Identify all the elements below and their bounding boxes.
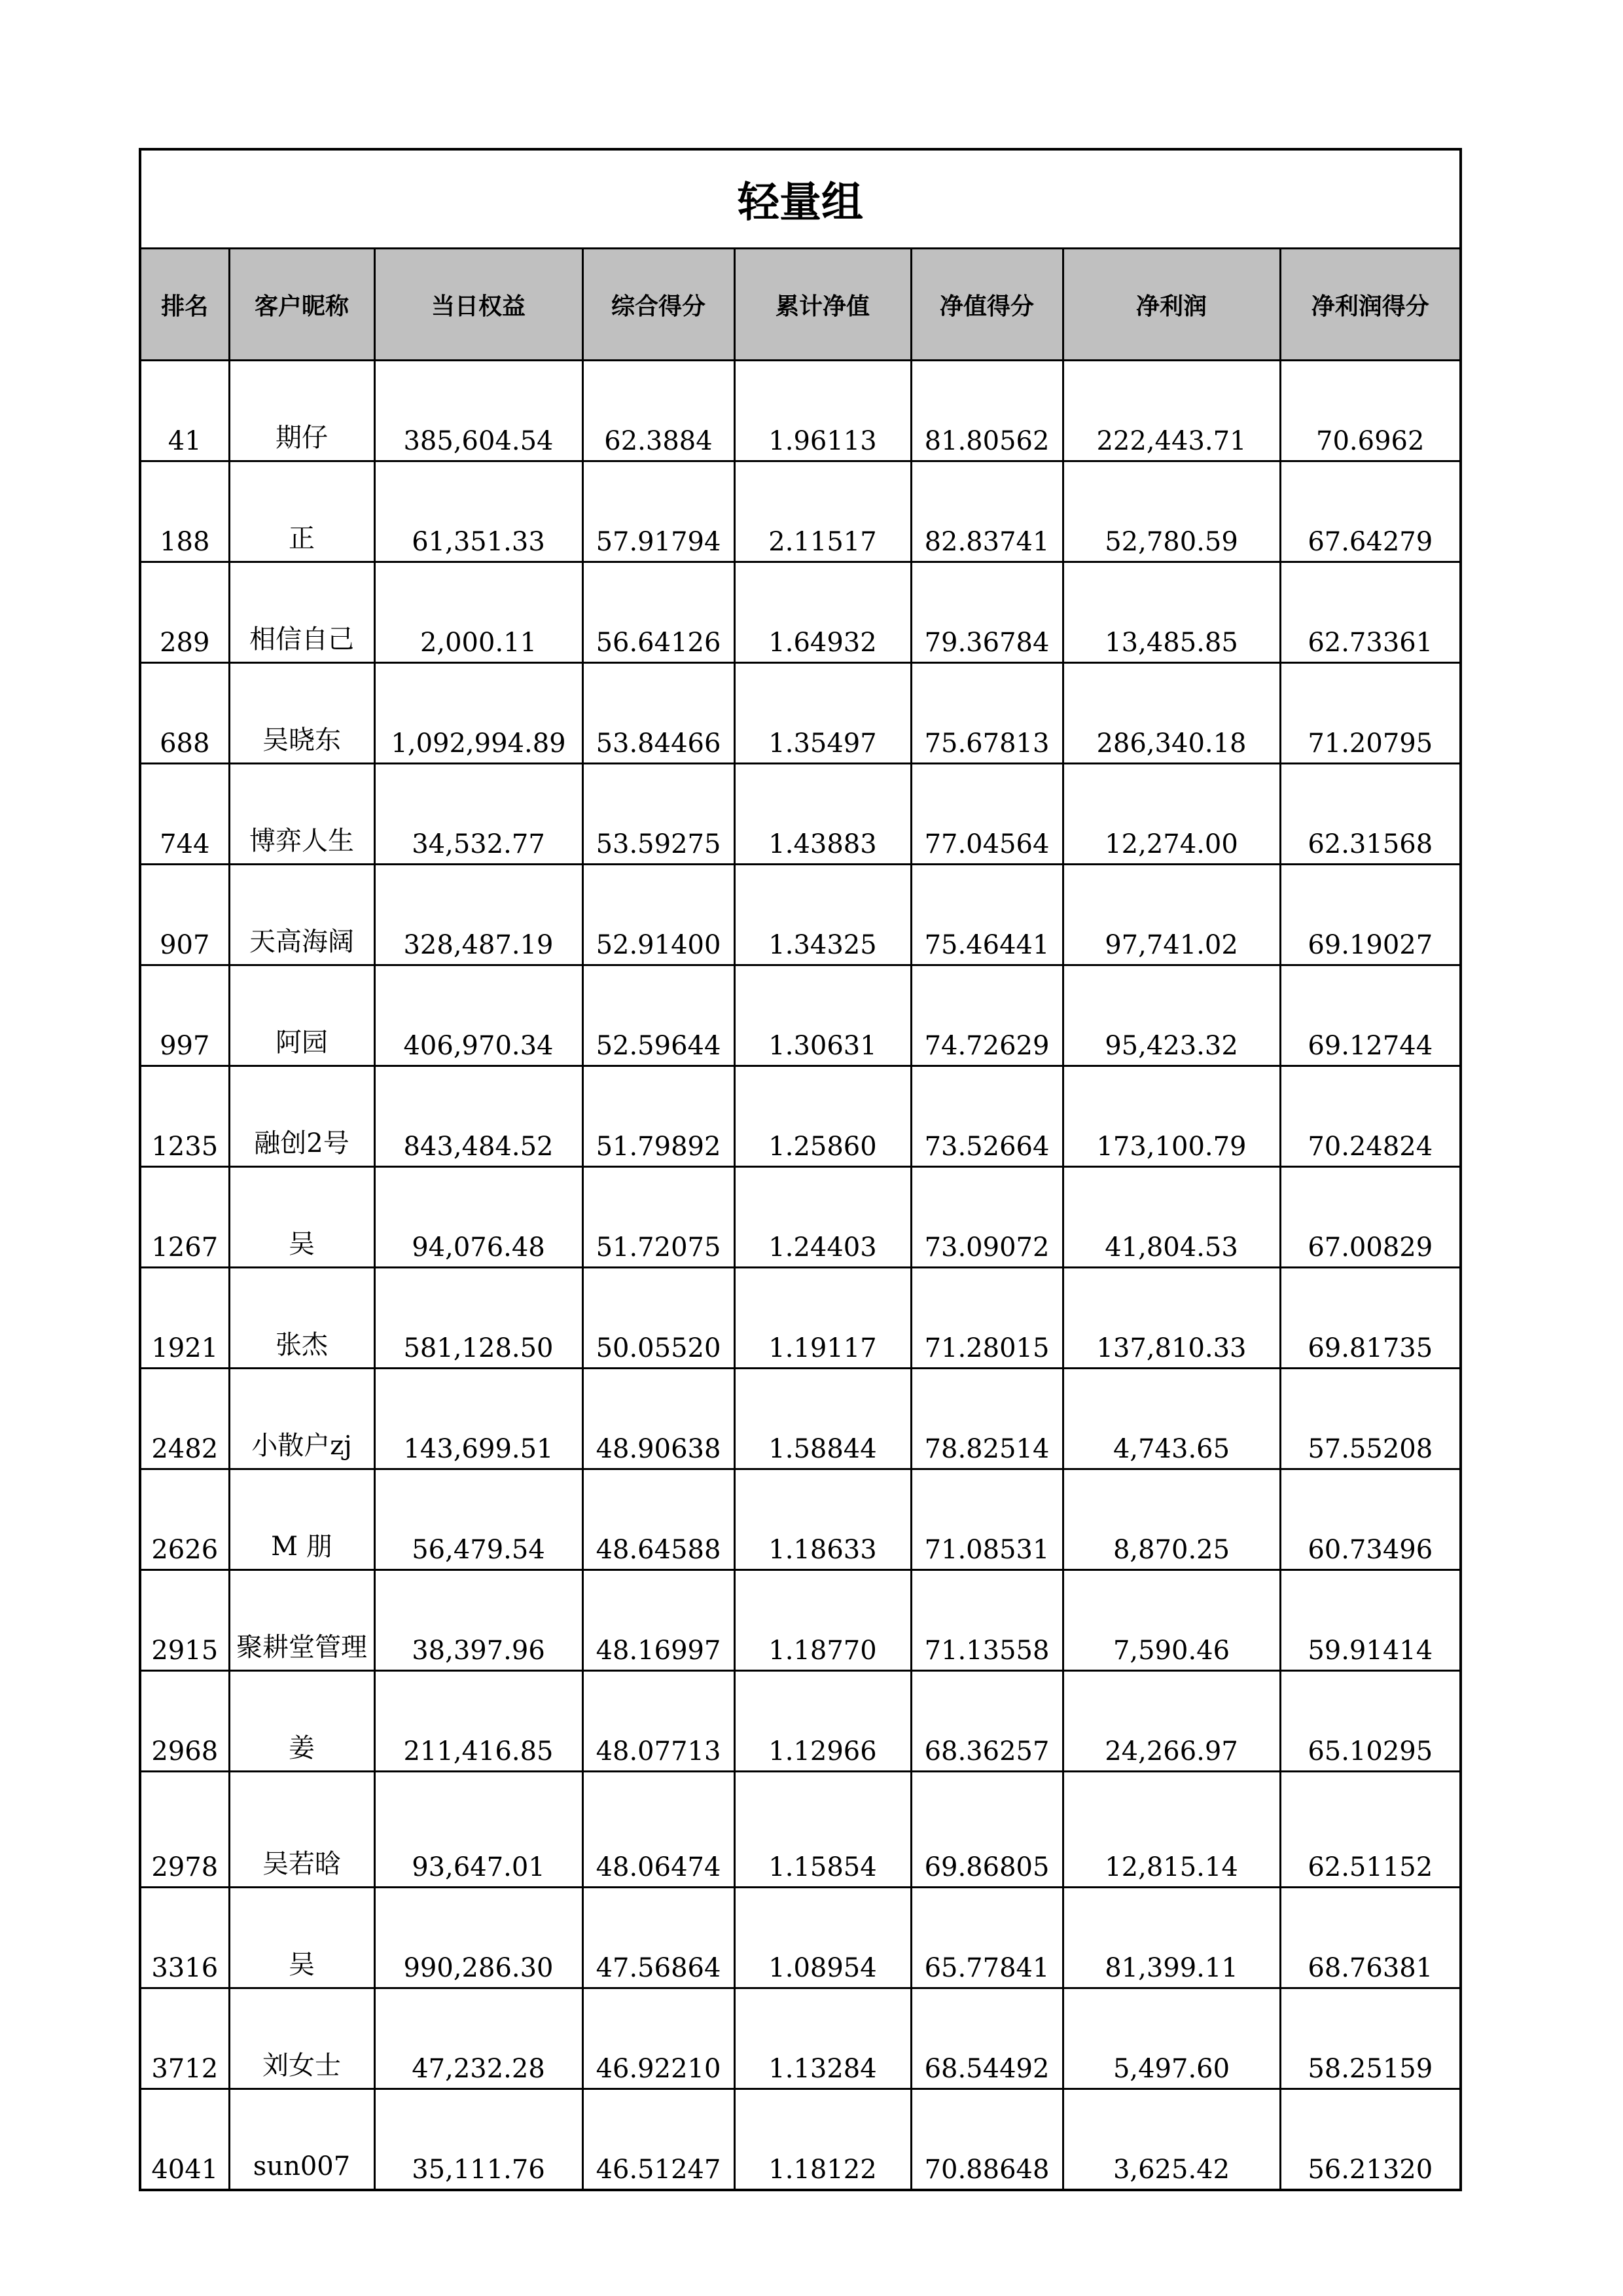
nav-score-cell: 79.36784	[911, 562, 1063, 663]
net-profit-score-cell: 67.64279	[1280, 461, 1461, 562]
table-row	[140, 965, 1461, 1066]
table-row	[140, 1570, 1461, 1671]
rank-cell: 1235	[140, 1066, 229, 1167]
net-profit-cell: 24,266.97	[1063, 1671, 1280, 1772]
table-row	[140, 1988, 1461, 2089]
table-row	[140, 1888, 1461, 1988]
net-profit-cell: 97,741.02	[1063, 865, 1280, 965]
net-profit-cell: 5,497.60	[1063, 1988, 1280, 2089]
nav-score-cell: 71.08531	[911, 1469, 1063, 1570]
total-score-cell: 57.91794	[582, 461, 734, 562]
ranking-table	[139, 148, 1462, 2191]
total-score-cell: 62.3884	[582, 361, 734, 461]
net-profit-score-cell: 62.51152	[1280, 1772, 1461, 1888]
nickname-cell: 吴	[229, 1888, 374, 1988]
rank-cell: 744	[140, 764, 229, 865]
cumulative-nav-cell: 1.34325	[734, 865, 911, 965]
header-rank: 排名	[140, 249, 229, 361]
rank-cell: 1267	[140, 1167, 229, 1268]
cumulative-nav-cell: 1.13284	[734, 1988, 911, 2089]
net-profit-cell: 13,485.85	[1063, 562, 1280, 663]
equity-cell: 38,397.96	[374, 1570, 582, 1671]
table-row	[140, 764, 1461, 865]
rank-cell: 3712	[140, 1988, 229, 2089]
nickname-cell: 张杰	[229, 1268, 374, 1369]
rank-cell: 2915	[140, 1570, 229, 1671]
total-score-cell: 48.16997	[582, 1570, 734, 1671]
nickname-cell: 小散户zj	[229, 1369, 374, 1469]
nav-score-cell: 73.52664	[911, 1066, 1063, 1167]
net-profit-score-cell: 70.6962	[1280, 361, 1461, 461]
nickname-cell: 期仔	[229, 361, 374, 461]
nickname-cell: M 朋	[229, 1469, 374, 1570]
nav-score-cell: 75.46441	[911, 865, 1063, 965]
rank-cell: 2626	[140, 1469, 229, 1570]
total-score-cell: 53.84466	[582, 663, 734, 764]
net-profit-score-cell: 65.10295	[1280, 1671, 1461, 1772]
nav-score-cell: 73.09072	[911, 1167, 1063, 1268]
equity-cell: 35,111.76	[374, 2089, 582, 2191]
equity-cell: 143,699.51	[374, 1369, 582, 1469]
cumulative-nav-cell: 1.35497	[734, 663, 911, 764]
net-profit-score-cell: 70.24824	[1280, 1066, 1461, 1167]
total-score-cell: 51.72075	[582, 1167, 734, 1268]
total-score-cell: 46.92210	[582, 1988, 734, 2089]
cumulative-nav-cell: 1.24403	[734, 1167, 911, 1268]
net-profit-cell: 4,743.65	[1063, 1369, 1280, 1469]
nickname-cell: 吴晓东	[229, 663, 374, 764]
net-profit-score-cell: 68.76381	[1280, 1888, 1461, 1988]
table-row	[140, 1167, 1461, 1268]
total-score-cell: 50.05520	[582, 1268, 734, 1369]
equity-cell: 2,000.11	[374, 562, 582, 663]
table-row	[140, 1066, 1461, 1167]
table-row	[140, 562, 1461, 663]
net-profit-cell: 41,804.53	[1063, 1167, 1280, 1268]
net-profit-cell: 52,780.59	[1063, 461, 1280, 562]
equity-cell: 93,647.01	[374, 1772, 582, 1888]
table-row	[140, 1268, 1461, 1369]
cumulative-nav-cell: 1.64932	[734, 562, 911, 663]
net-profit-cell: 12,274.00	[1063, 764, 1280, 865]
rank-cell: 907	[140, 865, 229, 965]
net-profit-cell: 81,399.11	[1063, 1888, 1280, 1988]
rank-cell: 2978	[140, 1772, 229, 1888]
net-profit-score-cell: 69.19027	[1280, 865, 1461, 965]
cumulative-nav-cell: 1.25860	[734, 1066, 911, 1167]
total-score-cell: 48.06474	[582, 1772, 734, 1888]
table-row	[140, 1772, 1461, 1888]
net-profit-cell: 95,423.32	[1063, 965, 1280, 1066]
net-profit-score-cell: 60.73496	[1280, 1469, 1461, 1570]
nav-score-cell: 68.54492	[911, 1988, 1063, 2089]
total-score-cell: 46.51247	[582, 2089, 734, 2191]
cumulative-nav-cell: 1.15854	[734, 1772, 911, 1888]
table-row	[140, 865, 1461, 965]
nickname-cell: 天高海阔	[229, 865, 374, 965]
total-score-cell: 56.64126	[582, 562, 734, 663]
total-score-cell: 51.79892	[582, 1066, 734, 1167]
header-total-score: 综合得分	[582, 249, 734, 361]
table-row	[140, 663, 1461, 764]
equity-cell: 581,128.50	[374, 1268, 582, 1369]
table-row	[140, 361, 1461, 461]
nav-score-cell: 77.04564	[911, 764, 1063, 865]
cumulative-nav-cell: 1.19117	[734, 1268, 911, 1369]
net-profit-cell: 12,815.14	[1063, 1772, 1280, 1888]
total-score-cell: 47.56864	[582, 1888, 734, 1988]
net-profit-score-cell: 62.31568	[1280, 764, 1461, 865]
header-nav-score: 净值得分	[911, 249, 1063, 361]
header-net-profit-score: 净利润得分	[1280, 249, 1461, 361]
rank-cell: 1921	[140, 1268, 229, 1369]
equity-cell: 34,532.77	[374, 764, 582, 865]
table-row	[140, 461, 1461, 562]
rank-cell: 289	[140, 562, 229, 663]
nickname-cell: 吴若晗	[229, 1772, 374, 1888]
nickname-cell: 阿园	[229, 965, 374, 1066]
nav-score-cell: 68.36257	[911, 1671, 1063, 1772]
total-score-cell: 52.59644	[582, 965, 734, 1066]
nickname-cell: 姜	[229, 1671, 374, 1772]
nickname-cell: 刘女士	[229, 1988, 374, 2089]
cumulative-nav-cell: 2.11517	[734, 461, 911, 562]
total-score-cell: 48.90638	[582, 1369, 734, 1469]
net-profit-cell: 286,340.18	[1063, 663, 1280, 764]
cumulative-nav-cell: 1.18770	[734, 1570, 911, 1671]
net-profit-cell: 173,100.79	[1063, 1066, 1280, 1167]
total-score-cell: 48.64588	[582, 1469, 734, 1570]
nickname-cell: 聚耕堂管理	[229, 1570, 374, 1671]
net-profit-cell: 137,810.33	[1063, 1268, 1280, 1369]
nav-score-cell: 75.67813	[911, 663, 1063, 764]
cumulative-nav-cell: 1.96113	[734, 361, 911, 461]
equity-cell: 211,416.85	[374, 1671, 582, 1772]
net-profit-score-cell: 62.73361	[1280, 562, 1461, 663]
total-score-cell: 52.91400	[582, 865, 734, 965]
cumulative-nav-cell: 1.12966	[734, 1671, 911, 1772]
rank-cell: 688	[140, 663, 229, 764]
nickname-cell: sun007	[229, 2089, 374, 2191]
net-profit-cell: 222,443.71	[1063, 361, 1280, 461]
net-profit-score-cell: 57.55208	[1280, 1369, 1461, 1469]
nav-score-cell: 70.88648	[911, 2089, 1063, 2191]
header-net-profit: 净利润	[1063, 249, 1280, 361]
net-profit-score-cell: 67.00829	[1280, 1167, 1461, 1268]
rank-cell: 188	[140, 461, 229, 562]
cumulative-nav-cell: 1.30631	[734, 965, 911, 1066]
nickname-cell: 相信自己	[229, 562, 374, 663]
nav-score-cell: 71.13558	[911, 1570, 1063, 1671]
net-profit-score-cell: 59.91414	[1280, 1570, 1461, 1671]
cumulative-nav-cell: 1.18633	[734, 1469, 911, 1570]
net-profit-score-cell: 58.25159	[1280, 1988, 1461, 2089]
nav-score-cell: 69.86805	[911, 1772, 1063, 1888]
net-profit-cell: 7,590.46	[1063, 1570, 1280, 1671]
rank-cell: 41	[140, 361, 229, 461]
cumulative-nav-cell: 1.58844	[734, 1369, 911, 1469]
equity-cell: 56,479.54	[374, 1469, 582, 1570]
nickname-cell: 融创2号	[229, 1066, 374, 1167]
net-profit-score-cell: 69.12744	[1280, 965, 1461, 1066]
header-equity: 当日权益	[374, 249, 582, 361]
net-profit-score-cell: 69.81735	[1280, 1268, 1461, 1369]
net-profit-cell: 8,870.25	[1063, 1469, 1280, 1570]
table-title: 轻量组	[140, 149, 1461, 249]
rank-cell: 4041	[140, 2089, 229, 2191]
rank-cell: 997	[140, 965, 229, 1066]
table-row	[140, 1369, 1461, 1469]
equity-cell: 47,232.28	[374, 1988, 582, 2089]
equity-cell: 385,604.54	[374, 361, 582, 461]
header-cumulative-nav: 累计净值	[734, 249, 911, 361]
rank-cell: 2968	[140, 1671, 229, 1772]
total-score-cell: 53.59275	[582, 764, 734, 865]
cumulative-nav-cell: 1.18122	[734, 2089, 911, 2191]
nickname-cell: 吴	[229, 1167, 374, 1268]
table-row	[140, 1469, 1461, 1570]
equity-cell: 843,484.52	[374, 1066, 582, 1167]
net-profit-score-cell: 56.21320	[1280, 2089, 1461, 2191]
nav-score-cell: 81.80562	[911, 361, 1063, 461]
equity-cell: 94,076.48	[374, 1167, 582, 1268]
nav-score-cell: 65.77841	[911, 1888, 1063, 1988]
table-row	[140, 2089, 1461, 2191]
net-profit-cell: 3,625.42	[1063, 2089, 1280, 2191]
equity-cell: 328,487.19	[374, 865, 582, 965]
cumulative-nav-cell: 1.43883	[734, 764, 911, 865]
table-row	[140, 1671, 1461, 1772]
nickname-cell: 正	[229, 461, 374, 562]
equity-cell: 406,970.34	[374, 965, 582, 1066]
column-header-row	[140, 249, 1461, 361]
total-score-cell: 48.07713	[582, 1671, 734, 1772]
nav-score-cell: 74.72629	[911, 965, 1063, 1066]
rank-cell: 3316	[140, 1888, 229, 1988]
net-profit-score-cell: 71.20795	[1280, 663, 1461, 764]
equity-cell: 61,351.33	[374, 461, 582, 562]
nickname-cell: 博弈人生	[229, 764, 374, 865]
nav-score-cell: 78.82514	[911, 1369, 1063, 1469]
nav-score-cell: 82.83741	[911, 461, 1063, 562]
equity-cell: 1,092,994.89	[374, 663, 582, 764]
cumulative-nav-cell: 1.08954	[734, 1888, 911, 1988]
equity-cell: 990,286.30	[374, 1888, 582, 1988]
rank-cell: 2482	[140, 1369, 229, 1469]
header-nickname: 客户昵称	[229, 249, 374, 361]
nav-score-cell: 71.28015	[911, 1268, 1063, 1369]
